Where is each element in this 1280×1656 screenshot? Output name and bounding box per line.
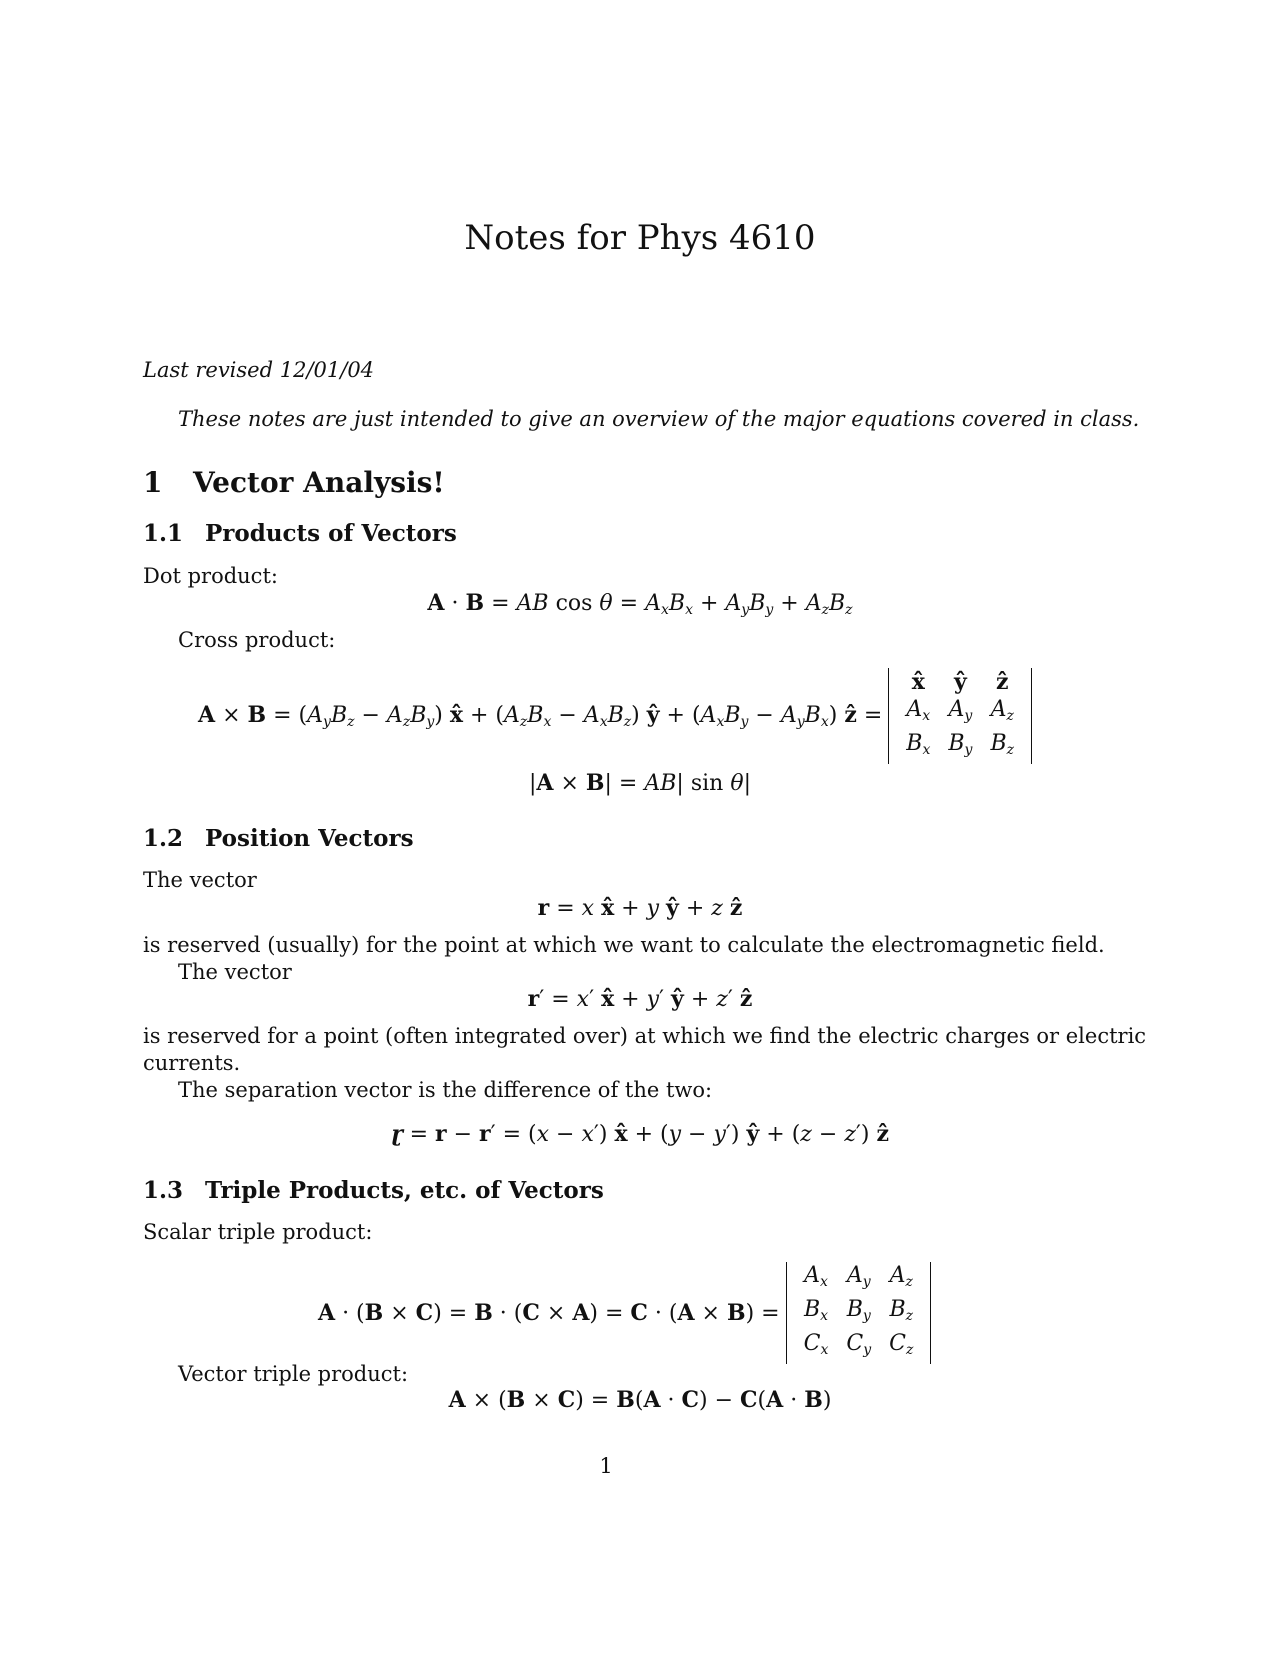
section-heading-1 <box>143 466 445 499</box>
subsection-number: 1.2 <box>143 825 184 852</box>
scalar-triple-determinant: $A_x$ $A_y$ $A_z$ $B_x$ $B_y$ $B_z$ $C_x$ $C_y$ $C_z$ <box>786 1262 932 1364</box>
vector-label-2: The vector <box>178 960 292 984</box>
subsection-number: 1.3 <box>143 1177 184 1204</box>
equation-vector-triple: A × (B × C) = B(A · C) − C(A · B) <box>448 1387 832 1413</box>
equation-scalar-triple: A · (B × C) = B · (C × A) = C · (A × B) = $A_x$ $A_y$ $A_z$ $B_x$ $B_y$ $B_z$ $C_x$ $C_y$ $C_z$ <box>318 1262 931 1364</box>
equation-separation-vector: ɽ = r − r′ = (x − x′) x̂ + (y − y′) ŷ + (z − z′) ẑ <box>391 1121 889 1147</box>
document-title: Notes for Phys 4610 <box>464 218 816 258</box>
equation-cross-product: $A \times B = (A_yB_z - A_zB_y)$ x̂ + $(A_zB_x - A_xB_z)$ ŷ + $(A_xB_y - A_yB_x)$ ẑ = x̂ ŷ ẑ $A_x$ $A_y$ $A_z$ $B_x$ $B_y$ $B_z$ <box>198 668 1032 764</box>
equation-source-vector: r′ = x′ x̂ + y′ ŷ + z′ ẑ <box>527 986 753 1012</box>
equation-cross-magnitude: |A × B| = AB| sin θ| <box>528 770 751 796</box>
section-title: Vector Analysis! <box>193 466 445 499</box>
page-number: 1 <box>599 1454 613 1478</box>
equation-dot-product: A · B = AB $\cos \theta = A_xB_x + A_yB_y + A_zB_z$ <box>427 590 853 618</box>
subsection-title: Position Vectors <box>205 825 414 852</box>
equation-position-vector: r = x x̂ + y ŷ + z ẑ <box>537 895 743 921</box>
section-number: 1 <box>143 466 163 499</box>
vector-triple-label: Vector triple product: <box>178 1362 409 1386</box>
separation-label: The separation vector is the difference of the two: <box>178 1078 713 1102</box>
vector-label-1: The vector <box>143 868 257 892</box>
scalar-triple-label: Scalar triple product: <box>143 1220 373 1244</box>
subsection-heading-1-1 <box>143 520 457 547</box>
intro-text: These notes are just intended to give an overview of the major equations covered in class. <box>178 407 1140 431</box>
reserved-text-2-line1: is reserved for a point (often integrated over) at which we find the electric charges or electric <box>143 1024 1147 1048</box>
subsection-heading-1-3 <box>143 1177 604 1204</box>
cross-product-determinant: x̂ ŷ ẑ $A_x$ $A_y$ $A_z$ $B_x$ $B_y$ $B_z$ <box>888 668 1032 764</box>
subsection-title: Products of Vectors <box>205 520 457 547</box>
reserved-text-1: is reserved (usually) for the point at which we want to calculate the electromagnetic field. <box>143 933 1105 957</box>
dot-product-label: Dot product: <box>143 564 278 588</box>
reserved-text-2-line2: currents. <box>143 1051 241 1075</box>
cross-product-label: Cross product: <box>178 628 336 652</box>
subsection-heading-1-2 <box>143 825 414 852</box>
subsection-number: 1.1 <box>143 520 184 547</box>
subsection-title: Triple Products, etc. of Vectors <box>205 1177 604 1204</box>
revision-date: Last revised 12/01/04 <box>143 358 375 382</box>
